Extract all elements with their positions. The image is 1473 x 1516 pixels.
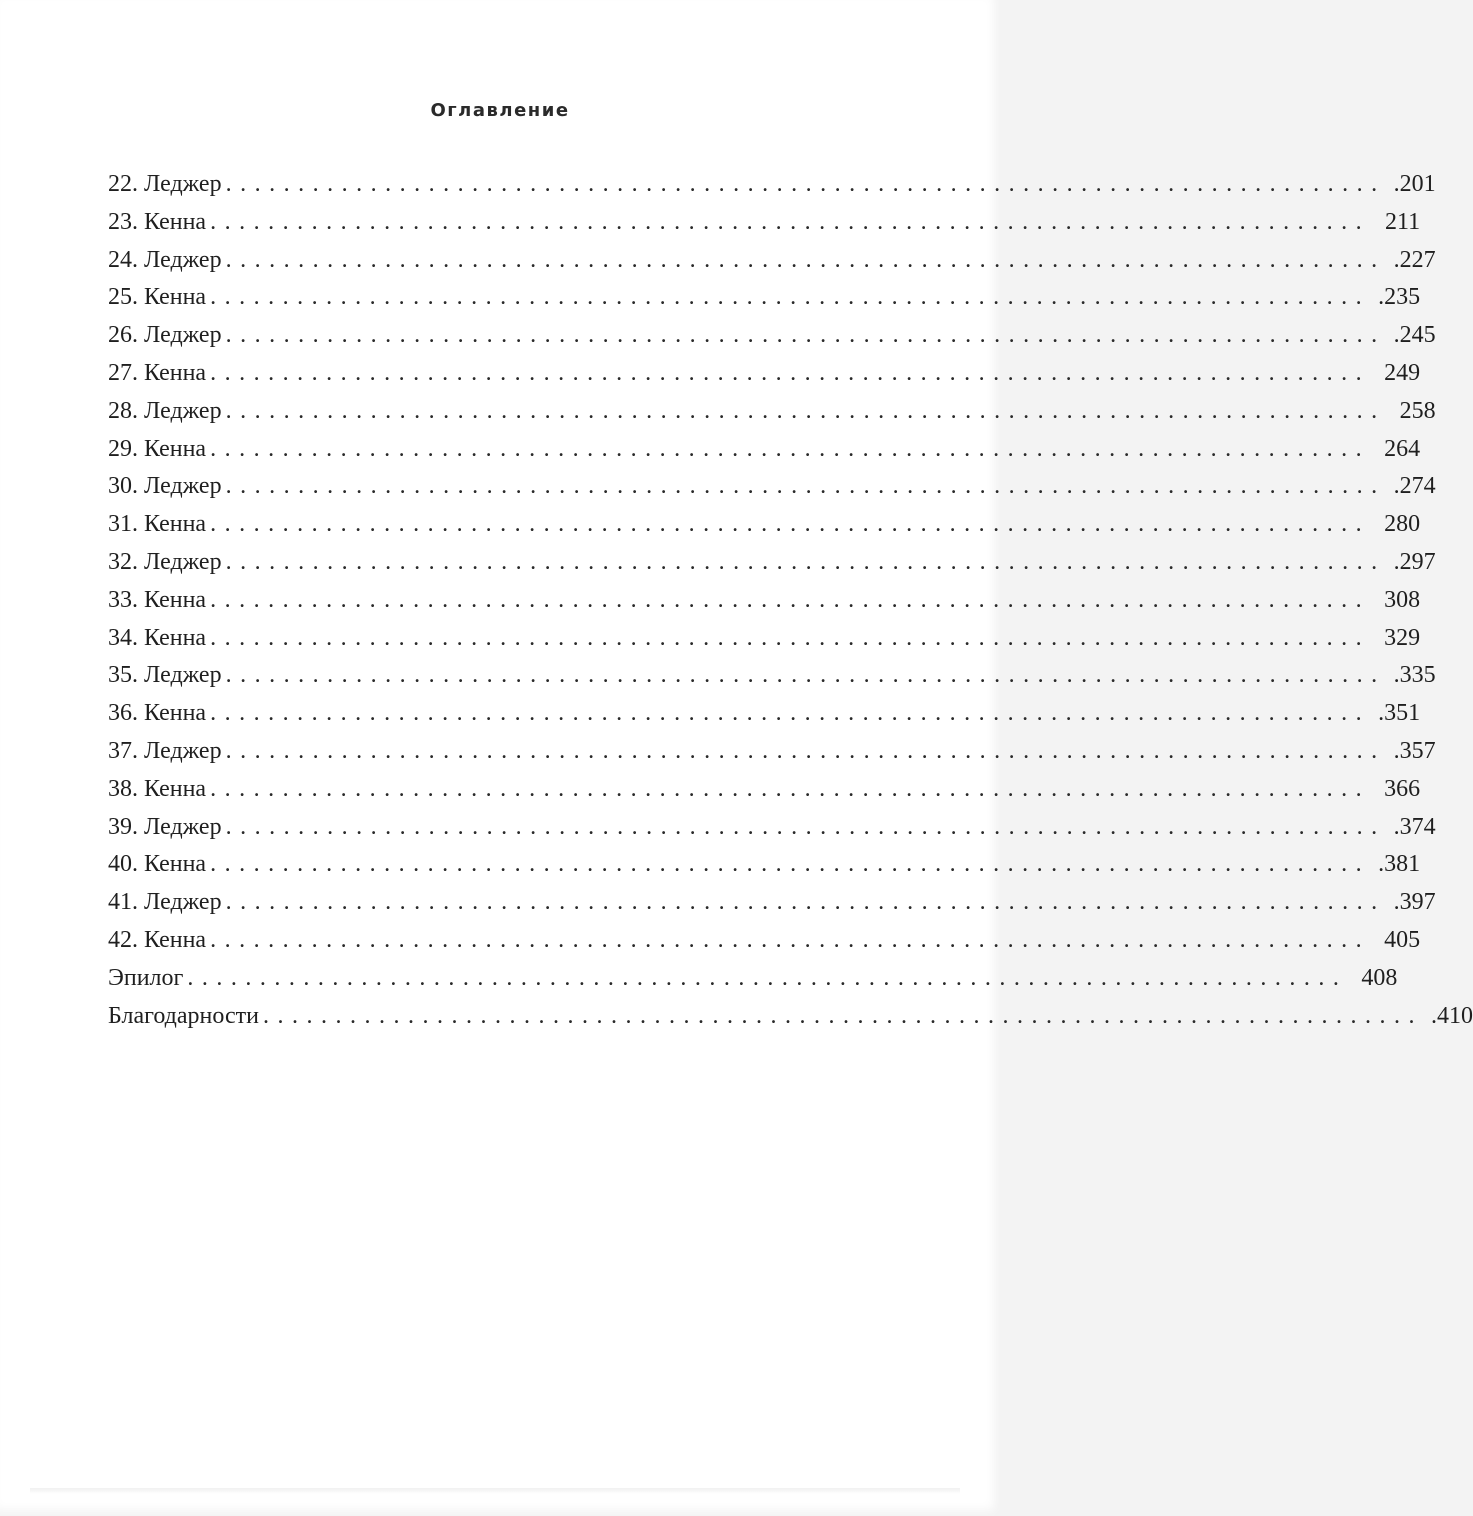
toc-entry-title: 22. Леджер — [108, 171, 222, 197]
toc-entry — [108, 582, 1421, 620]
toc-dot-leader: ................................................................................ — [210, 775, 1371, 802]
toc-entry-page-number: 408 — [1361, 964, 1398, 991]
toc-entry-page-number: .351 — [1378, 700, 1421, 727]
toc-dot-leader: ................................................................................ — [210, 435, 1371, 462]
toc-entry — [108, 355, 1421, 393]
toc-entry-page-number: 264 — [1384, 435, 1421, 462]
toc-entry-title: Эпилог — [108, 964, 184, 991]
toc-entry-title: 23. Кенна — [108, 208, 207, 235]
toc-entry-title: 37. Леджер — [108, 737, 222, 764]
toc-dot-leader: ................................................................................ — [225, 473, 1386, 500]
toc-entry-page-number: .245 — [1393, 322, 1436, 349]
toc-entry — [108, 468, 1436, 506]
toc-dot-leader: ................................................................................ — [225, 548, 1386, 575]
toc-dot-leader: ................................................................................ — [210, 208, 1371, 235]
toc-entry — [108, 204, 1421, 242]
toc-entry-page-number: .227 — [1393, 246, 1436, 273]
toc-entry — [108, 431, 1421, 469]
toc-dot-leader: ................................................................................ — [225, 662, 1386, 689]
toc-entry-page-number: 366 — [1384, 775, 1421, 802]
toc-entry-title: 26. Леджер — [108, 322, 222, 349]
toc-entry — [108, 695, 1421, 733]
toc-entry — [108, 620, 1421, 658]
toc-entry-title: 25. Кенна — [108, 284, 207, 311]
toc-entry — [108, 506, 1421, 544]
toc-entry-page-number: .335 — [1393, 662, 1436, 689]
toc-entry-title: 28. Леджер — [108, 397, 222, 424]
toc-entry — [108, 242, 1436, 280]
toc-entry-title: 35. Леджер — [108, 662, 222, 689]
toc-entry-title: 29. Кенна — [108, 435, 207, 462]
toc-entry — [108, 317, 1436, 355]
toc-dot-leader: ................................................................................ — [225, 171, 1386, 197]
toc-dot-leader: ................................................................................ — [262, 1002, 1423, 1029]
toc-entry-page-number: .357 — [1393, 737, 1436, 764]
toc-entry-page-number: 329 — [1384, 624, 1421, 651]
toc-entry-page-number: .410 — [1430, 1002, 1473, 1029]
toc-entry-page-number: 249 — [1384, 359, 1421, 386]
toc-entry-title: 30. Леджер — [108, 473, 222, 500]
toc-entry-title: 39. Леджер — [108, 813, 222, 840]
toc-entry — [108, 809, 1436, 847]
toc-entry — [108, 846, 1421, 884]
toc-dot-leader: ................................................................................ — [210, 700, 1371, 727]
toc-entry-title: 38. Кенна — [108, 775, 207, 802]
toc-dot-leader: ................................................................................ — [210, 851, 1371, 878]
toc-entry-title: 32. Леджер — [108, 548, 222, 575]
toc-entry-title: 41. Леджер — [108, 889, 222, 916]
toc-entry-title: 36. Кенна — [108, 700, 207, 727]
toc-entry-page-number: .201 — [1393, 171, 1436, 197]
toc-entry — [108, 166, 1436, 204]
toc-dot-leader: ................................................................................ — [210, 586, 1371, 613]
toc-entry-title: Благодарности — [108, 1002, 259, 1029]
toc-entry-title: 27. Кенна — [108, 359, 207, 386]
toc-entry — [108, 733, 1436, 771]
toc-entry — [108, 771, 1421, 809]
toc-entry-title: 31. Кенна — [108, 511, 207, 538]
toc-entry — [108, 998, 1473, 1036]
toc-entry-page-number: 308 — [1384, 586, 1421, 613]
toc-entry-title: 40. Кенна — [108, 851, 207, 878]
toc-entry-title: 34. Кенна — [108, 624, 207, 651]
toc-entry — [108, 922, 1421, 960]
toc-entry — [108, 279, 1421, 317]
toc-dot-leader: ................................................................................ — [225, 737, 1386, 764]
toc-dot-leader: ................................................................................ — [225, 889, 1386, 916]
toc-dot-leader: ................................................................................ — [225, 246, 1386, 273]
toc-dot-leader: ................................................................................ — [210, 359, 1371, 386]
toc-entry-title: 33. Кенна — [108, 586, 207, 613]
page-edge-shadow — [30, 1488, 960, 1494]
toc-dot-leader: ................................................................................ — [225, 322, 1386, 349]
toc-entry — [108, 544, 1436, 582]
toc-entry-title: 42. Кенна — [108, 926, 207, 953]
toc-dot-leader: ................................................................................ — [210, 511, 1371, 538]
toc-entry-page-number: .381 — [1378, 851, 1421, 878]
toc-dot-leader: ................................................................................ — [187, 964, 1348, 991]
page-title: Оглавление — [430, 100, 570, 121]
toc-entry — [108, 657, 1436, 695]
table-of-contents — [108, 166, 1473, 1035]
toc-entry-page-number: .374 — [1393, 813, 1436, 840]
toc-dot-leader: ................................................................................ — [210, 624, 1371, 651]
toc-entry-page-number: 405 — [1384, 926, 1421, 953]
toc-entry-page-number: .235 — [1378, 284, 1421, 311]
toc-entry-page-number: .297 — [1393, 548, 1436, 575]
toc-dot-leader: ................................................................................ — [225, 813, 1386, 840]
toc-entry — [108, 884, 1436, 922]
toc-entry-page-number: 211 — [1384, 208, 1421, 235]
toc-entry — [108, 960, 1398, 998]
toc-entry — [108, 393, 1436, 431]
toc-entry-page-number: 280 — [1384, 511, 1421, 538]
toc-entry-page-number: .274 — [1393, 473, 1436, 500]
toc-dot-leader: ................................................................................ — [210, 926, 1371, 953]
toc-entry-page-number: .397 — [1393, 889, 1436, 916]
toc-dot-leader: ................................................................................ — [210, 284, 1371, 311]
toc-entry-page-number: 258 — [1399, 397, 1436, 424]
toc-dot-leader: ................................................................................ — [225, 397, 1386, 424]
toc-entry-title: 24. Леджер — [108, 246, 222, 273]
